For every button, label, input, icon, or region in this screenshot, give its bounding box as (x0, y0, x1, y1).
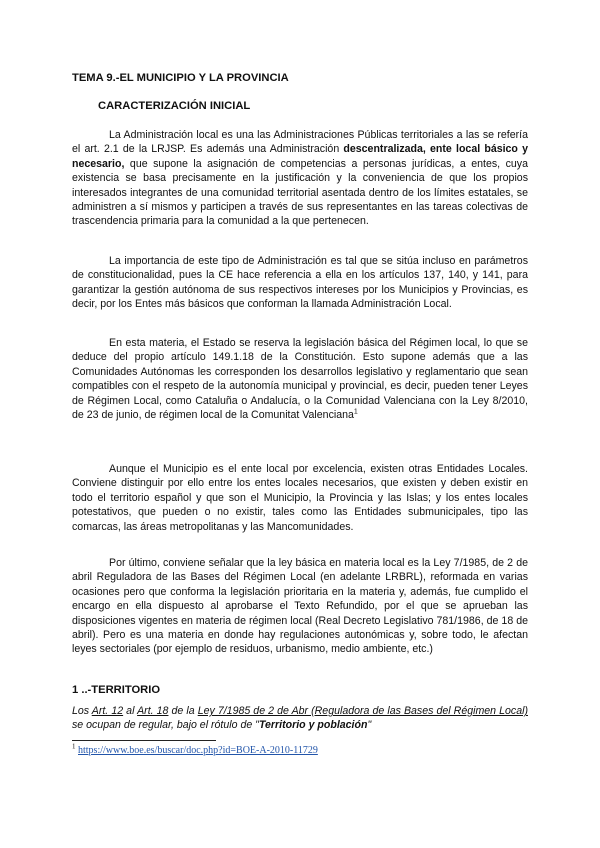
territorio-bold: Territorio y población (258, 719, 368, 732)
territorio-text-1: Los (72, 705, 92, 717)
territorio-text-3: de la (168, 705, 198, 717)
paragraph-4: Aunque el Municipio es el ente local por excelencia, existen otras Entidades Locales. Conviene distinguir por ello entre los entes locales necesarios, que existen y deben existir en todo el territorio español y que son el Municipio, la Provincia y las Islas; y los entes locales potestativos, que pueden o no existir, tales como las Entidades submunicipales, tipo las comarcas, las áreas metropolitanas y las Mancomunidades. (72, 463, 528, 533)
footnote (72, 742, 318, 756)
footnote-mark: 1 (72, 742, 76, 751)
paragraph-5: Por último, conviene señalar que la ley básica en materia local es la Ley 7/1985, de 2 de abril Reguladora de las Bases del Régimen Local (en adelante LRBRL), reformada en varias ocasiones pero que conforma la legislación prioritaria en la materia y, además, fue cumplido el encargo en ella dispuesto al aprobarse el Texto Refundido, por el que se aprueban las disposiciones vigentes en materia de régimen local (Real Decreto Legislativo 781/1986, de 18 de abril). Pero es una materia en donde hay regulaciones autonómicas y, sobre todo, le afectan leyes sectoriales (por ejemplo de residuos, urbanismo, medio ambiente, etc.) (72, 557, 528, 656)
territorio-paragraph (72, 704, 528, 733)
section-heading-caracterizacion: CARACTERIZACIÓN INICIAL (98, 100, 251, 112)
page-title: TEMA 9.-EL MUNICIPIO Y LA PROVINCIA (72, 72, 289, 84)
territorio-text-5: " (367, 719, 372, 732)
paragraph-3-text: En esta materia, el Estado se reserva la legislación básica del Régimen local, lo que se deduce del propio artículo 149.1.18 de la Constitución. Esto supone además que a las Comunidades Autónomas les corresponden los desarrollos legislativo y reglamentario que sean compatibles con el respeto de la autonomía municipal y provincial, es decir, pueden tener Leyes de Régimen Local, como Cataluña o Andalucía, o la Comunidad Valenciana con la Ley 8/2010, de 23 de junio, de régimen local de la Comunitat Valenciana (72, 337, 528, 422)
paragraph-2: La importancia de este tipo de Administración es tal que se sitúa incluso en parámetros de constitucionalidad, pues la CE hace referencia a ella en los artículos 137, 140, y 141, para garantizar la gestión autónoma de sus respectivos intereses por los Municipios y Provincias, es decir, por los Entes más básicos que conforman la llamada Administración Local. (72, 255, 528, 311)
paragraph-1-text-a: La Administración local es una las Administraciones Públicas territoriales a las se refería el art. 2.1 de la LRJSP. Es además una Administración (72, 129, 528, 156)
link-ley-7-1985[interactable]: Ley 7/1985 de 2 de Abr (Reguladora de las Bases del Régimen Local) (197, 705, 528, 717)
paragraph-1 (72, 128, 528, 229)
link-art-12[interactable]: Art. 12 (91, 705, 124, 717)
footnote-link[interactable]: https://www.boe.es/buscar/doc.php?id=BOE-A-2010-11729 (78, 745, 318, 756)
territorio-text-2: al (123, 705, 138, 717)
footnote-divider (72, 740, 216, 741)
footnote-reference[interactable]: 1 (353, 408, 358, 416)
section-heading-territorio: 1 ..-TERRITORIO (72, 684, 161, 696)
link-art-18[interactable]: Art. 18 (137, 705, 169, 717)
paragraph-3 (72, 336, 528, 422)
territorio-text-4: se ocupan de regular, bajo el rótulo de " (72, 719, 259, 732)
paragraph-1-text-c: que supone la asignación de competencias a personas jurídicas, a entes, cuya existencia se basa precisamente en la justificación y la conveniencia de que los propios interesados integrantes de una comunidad territorial asentada dentro de los límites estatales, se administren a sí mismos y participen a través de sus representantes en las tareas colectivas de trascendencia primaria para la comunidad a la que pertenecen. (72, 157, 528, 228)
paragraph-1-bold: descentralizada, ente local básico y necesario, (72, 143, 528, 170)
